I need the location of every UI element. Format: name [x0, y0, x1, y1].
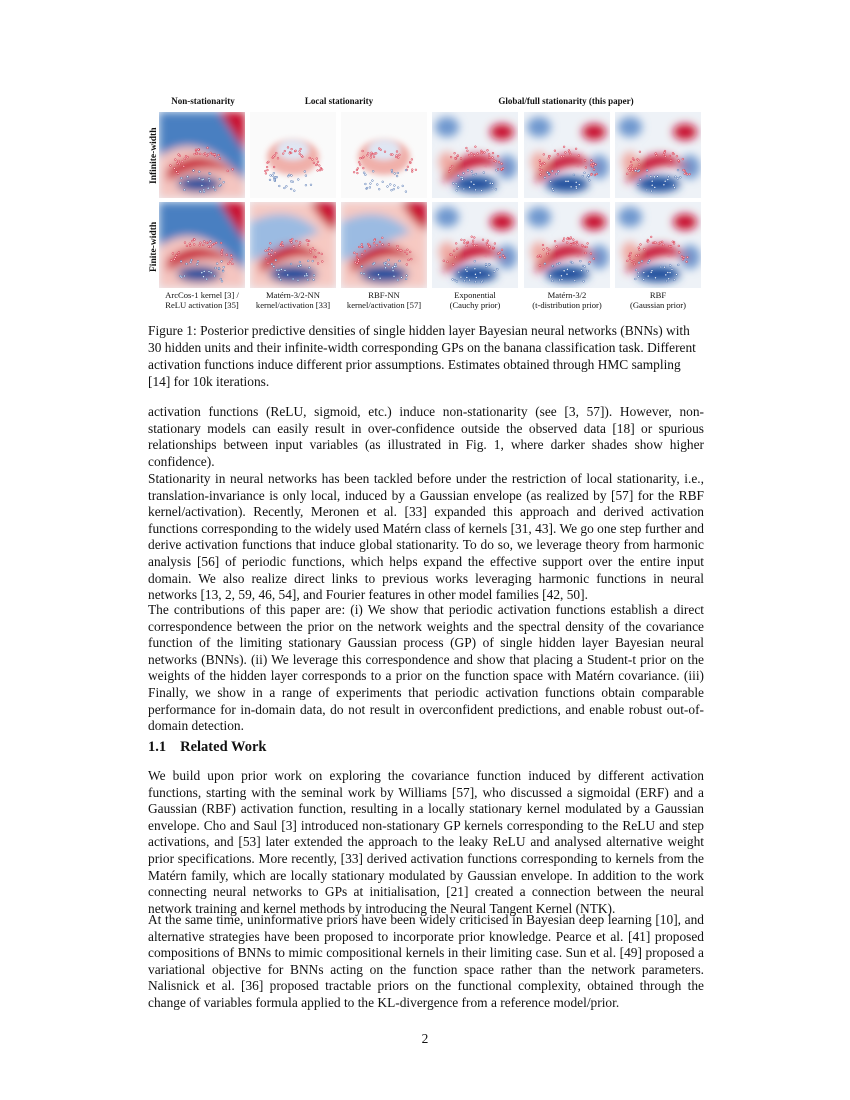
group-header-non-stationarity: Non-stationarity	[171, 96, 235, 106]
heatmap-graphic	[341, 112, 427, 198]
page-number: 2	[421, 1031, 429, 1046]
figure-group-headers	[146, 96, 706, 110]
heatmap-graphic	[524, 112, 610, 198]
heatmap-graphic	[159, 112, 245, 198]
column-label-line1: Exponential	[454, 290, 496, 300]
panel-finite-rbf-nn	[341, 202, 427, 288]
column-label-rbf	[610, 290, 706, 310]
paragraph-contributions: The contributions of this paper are: (i) We show that periodic activation functions establish a direct correspondence between the prior on the network weights and the spectral density of the covariance function of the limiting stationary Gaussian process (GP) of single hidden layer Bayesian neural networks (BNNs). (ii) We leverage this correspondence and show that placing a Student-t prior on the weights of the hidden layer corresponds to a prior on the function space with Matérn covariance. (iii) Finally, we show in a range of experiments that periodic activation functions obtain comparable performance for in-domain data, do not result in overconfident predictions, and enable robust out-of-domain detection.	[148, 602, 704, 734]
panel-infinite-matern	[524, 112, 610, 198]
heatmap-graphic	[159, 202, 245, 288]
section-title: Related Work	[180, 739, 267, 755]
column-label-line2: (Cauchy prior)	[449, 300, 501, 310]
column-label-line2: (Gaussian prior)	[629, 300, 687, 310]
column-label-line1: ArcCos-1 kernel [3] /	[165, 290, 239, 300]
panel-infinite-rbf	[615, 112, 701, 198]
column-label-exponential	[427, 290, 523, 310]
heatmap-graphic	[524, 202, 610, 288]
column-label-line1: RBF-NN	[368, 290, 400, 300]
paragraph-related-work-1: We build upon prior work on exploring the covariance function induced by different activation functions, starting with the seminal work by Williams [57], who discussed a sigmoidal (ERF) and a Gaussian (RBF) activation function, resulting in a locally stationary kernel modulated by a Gaussian envelope. Cho and Saul [3] introduced non-stationary GP kernels corresponding to the ReLU and step activations, and [53] later extended the approach to the leaky ReLU and analysed alternative weight prior specifications. More recently, [33] derived activation functions corresponding to kernels from the Matérn family, which are locally stationary modulated by Gaussian envelope. In addition to the work connecting neural networks to GPs at initialisation, [21] created a connection between the neural network training and kernel methods by introducing the Neural Tangent Kernel (NTK).	[148, 768, 704, 916]
panel-finite-matern-nn	[250, 202, 336, 288]
column-label-line2: kernel/activation [33]	[255, 300, 331, 310]
heatmap-graphic	[341, 202, 427, 288]
column-label-rbf-nn	[336, 290, 432, 310]
column-label-line1: Matérn-3/2-NN	[266, 290, 320, 300]
panel-finite-exponential	[432, 202, 518, 288]
heatmap-graphic	[432, 112, 518, 198]
panel-finite-matern	[524, 202, 610, 288]
column-label-line2: ReLU activation [35]	[165, 300, 239, 310]
panel-infinite-rbf-nn	[341, 112, 427, 198]
row-label-finite-width: Finite-width	[149, 221, 159, 272]
heatmap-graphic	[250, 202, 336, 288]
figure-caption: Figure 1: Posterior predictive densities of single hidden layer Bayesian neural networks (BNNs) with 30 hidden units and their infinite-width corresponding GPs on the banana classification task. Different activation functions induce different prior assumptions. Estimates obtained through HMC sampling [14] for 10k iterations.	[148, 323, 696, 389]
column-label-arccos	[154, 290, 250, 310]
group-header-global-stationarity: Global/full stationarity (this paper)	[498, 96, 634, 106]
column-label-matern-nn	[245, 290, 341, 310]
paragraph-stationarity: Stationarity in neural networks has been tackled before under the restriction of local stationarity, i.e., translation-invariance is only local, induced by a Gaussian envelope (as realized by [57] for the RBF kernel/activation). Recently, Meronen et al. [33] expanded this approach and derived activation functions corresponding to the widely used Matérn class of kernels [31, 43]. We go one step further and derive activation functions that induce global stationarity. To do so, we leverage theory from harmonic analysis [56] of periodic functions, which helps expand the effective support over the entire input domain. We also realize direct links to previous works leveraging harmonic functions in neural networks [13, 2, 59, 46, 54], and Fourier features in other model families [42, 50].	[148, 471, 704, 603]
column-label-line2: kernel/activation [57]	[346, 300, 422, 310]
section-heading	[148, 739, 266, 756]
heatmap-graphic	[615, 202, 701, 288]
section-number: 1.1	[148, 739, 167, 755]
heatmap-graphic	[250, 112, 336, 198]
row-label-infinite-width: Infinite-width	[149, 127, 159, 184]
paragraph-related-work-2: At the same time, uninformative priors have been widely criticised in Bayesian deep learning [10], and alternative strategies have been proposed to incorporate prior knowledge. Pearce et al. [41] proposed compositions of BNNs to mimic compositional kernels in their limiting case. Sun et al. [49] proposed a variational objective for BNNs acting on the function space rather than the network parameters. Nalisnick et al. [36] proposed tractable priors on the functional complexity, obtained through the change of variables formula applied to the KL-divergence from a reference model/prior.	[148, 912, 704, 1010]
panel-infinite-arccos	[159, 112, 245, 198]
panel-finite-arccos	[159, 202, 245, 288]
column-label-line1: RBF	[649, 290, 667, 300]
paragraph-intro: activation functions (ReLU, sigmoid, etc.) induce non-stationarity (see [3, 57]). However, non-stationary models can easily result in over-confidence outside the observed data [18] or spurious relationships between input variables (as illustrated in Fig. 1, where darker shades show higher confidence).	[148, 404, 704, 469]
group-header-local-stationarity: Local stationarity	[304, 96, 374, 106]
column-label-matern	[519, 290, 615, 310]
column-label-line2: (t-distribution prior)	[532, 300, 602, 310]
panel-finite-rbf	[615, 202, 701, 288]
column-label-line1: Matérn-3/2	[547, 290, 587, 300]
heatmap-graphic	[615, 112, 701, 198]
heatmap-graphic	[432, 202, 518, 288]
panel-infinite-matern-nn	[250, 112, 336, 198]
panel-infinite-exponential	[432, 112, 518, 198]
